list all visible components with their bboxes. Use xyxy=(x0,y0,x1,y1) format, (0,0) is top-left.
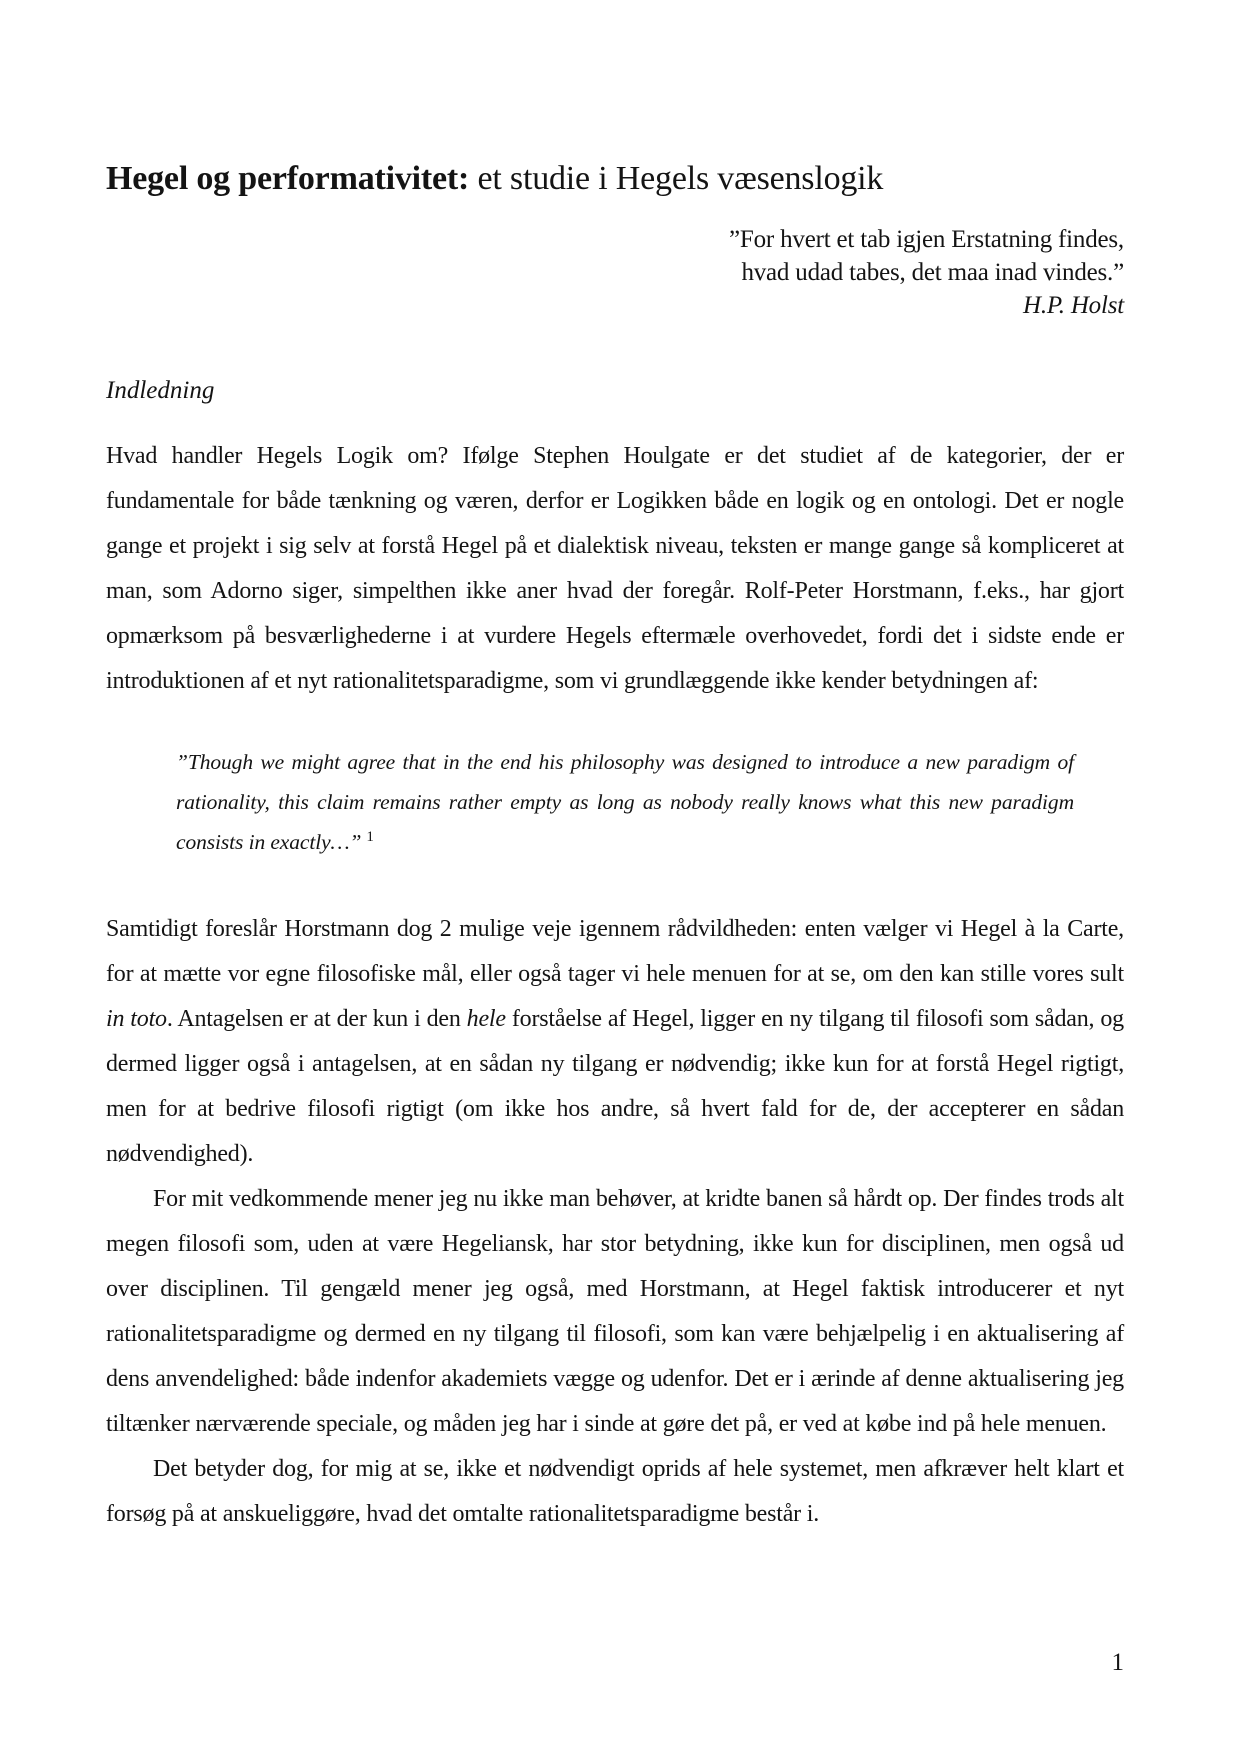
paragraph-2-italic-hele: hele xyxy=(466,1005,506,1032)
title-emphasis: Hegel og performativitet: xyxy=(106,160,470,197)
paragraph-1: Hvad handler Hegels Logik om? Ifølge Stephen Houlgate er det studiet af de kategorier, der er fundamentale for både tænkning og væren, derfor er Logikken både en logik og en ontologi. Det er nogle gange et projekt i sig selv at forstå Hegel på et dialektisk niveau, teksten er mange gange så kompliceret at man, som Adorno siger, simpelthen ikke aner hvad der foregår. Rolf-Peter Horstmann, f.eks., har gjort opmærksom på besværlighederne i at vurdere Hegels eftermæle overhovedet, fordi det i sidste ende er introduktionen af et nyt rationalitetsparadigme, som vi grundlæggende ikke kender betydningen af: xyxy=(106,442,1124,694)
paragraph-2-italic-in-toto: in toto xyxy=(106,1005,167,1032)
paragraph-2-segment: . Antagelsen er at der kun i den xyxy=(166,1005,467,1032)
document-title xyxy=(106,158,1124,199)
epigraph-line-1: ”For hvert et tab igjen Erstatning findes, xyxy=(729,226,1124,253)
paragraph-2 xyxy=(106,907,1124,1177)
page-number: 1 xyxy=(1111,1649,1124,1676)
blockquote-text: ”Though we might agree that in the end his philosophy was designed to introduce a new paradigm of rationality, this claim remains rather empty as long as nobody really knows what this new paradigm consists in exactly…” xyxy=(176,749,1074,854)
paragraph-4: Det betyder dog, for mig at se, ikke et nødvendigt oprids af hele systemet, men afkræver helt klart et forsøg på at anskueliggøre, hvad det omtalte rationalitetsparadigme består i. xyxy=(106,1455,1124,1527)
paragraph-2-segment: forståelse af Hegel, ligger en ny tilgang til filosofi som sådan, og dermed ligger også i antagelsen, at en sådan ny tilgang er nødvendig; ikke kun for at forstå Hegel rigtigt, men for at bedrive filosofi rigtigt (om ikke hos andre, så hvert fald for de, der accepterer en sådan nødvendighed). xyxy=(106,1005,1124,1167)
epigraph-attribution: H.P. Holst xyxy=(1022,292,1124,319)
epigraph xyxy=(106,223,1124,322)
section-heading-indledning: Indledning xyxy=(106,377,215,404)
paragraph-2-segment: Samtidigt foreslår Horstmann dog 2 mulige veje igennem rådvildheden: enten vælger vi Hegel à la Carte, for at mætte vor egne filosofiske mål, eller også tager vi hele menuen for at se, om den kan stille vores sult xyxy=(106,915,1124,987)
blockquote-horstmann xyxy=(176,742,1074,862)
paragraph-3: For mit vedkommende mener jeg nu ikke man behøver, at kridte banen så hårdt op. Der findes trods alt megen filosofi som, uden at være Hegeliansk, har stor betydning, ikke kun for disciplinen, men også ud over disciplinen. Til gengæld mener jeg også, med Horstmann, at Hegel faktisk introducerer et nyt rationalitetsparadigme og dermed en ny tilgang til filosofi, som kan være behjælpelig i en aktualisering af dens anvendelighed: både indenfor akademiets vægge og udenfor. Det er i ærinde af denne aktualisering jeg tiltænker nærværende speciale, og måden jeg har i sinde at gøre det på, er ved at købe ind på hele menuen. xyxy=(106,1185,1124,1437)
page-content xyxy=(106,0,1124,1537)
footnote-reference-1: 1 xyxy=(366,828,374,845)
title-subtitle: et studie i Hegels væsenslogik xyxy=(469,160,884,197)
epigraph-line-2: hvad udad tabes, det maa inad vindes.” xyxy=(741,259,1124,286)
